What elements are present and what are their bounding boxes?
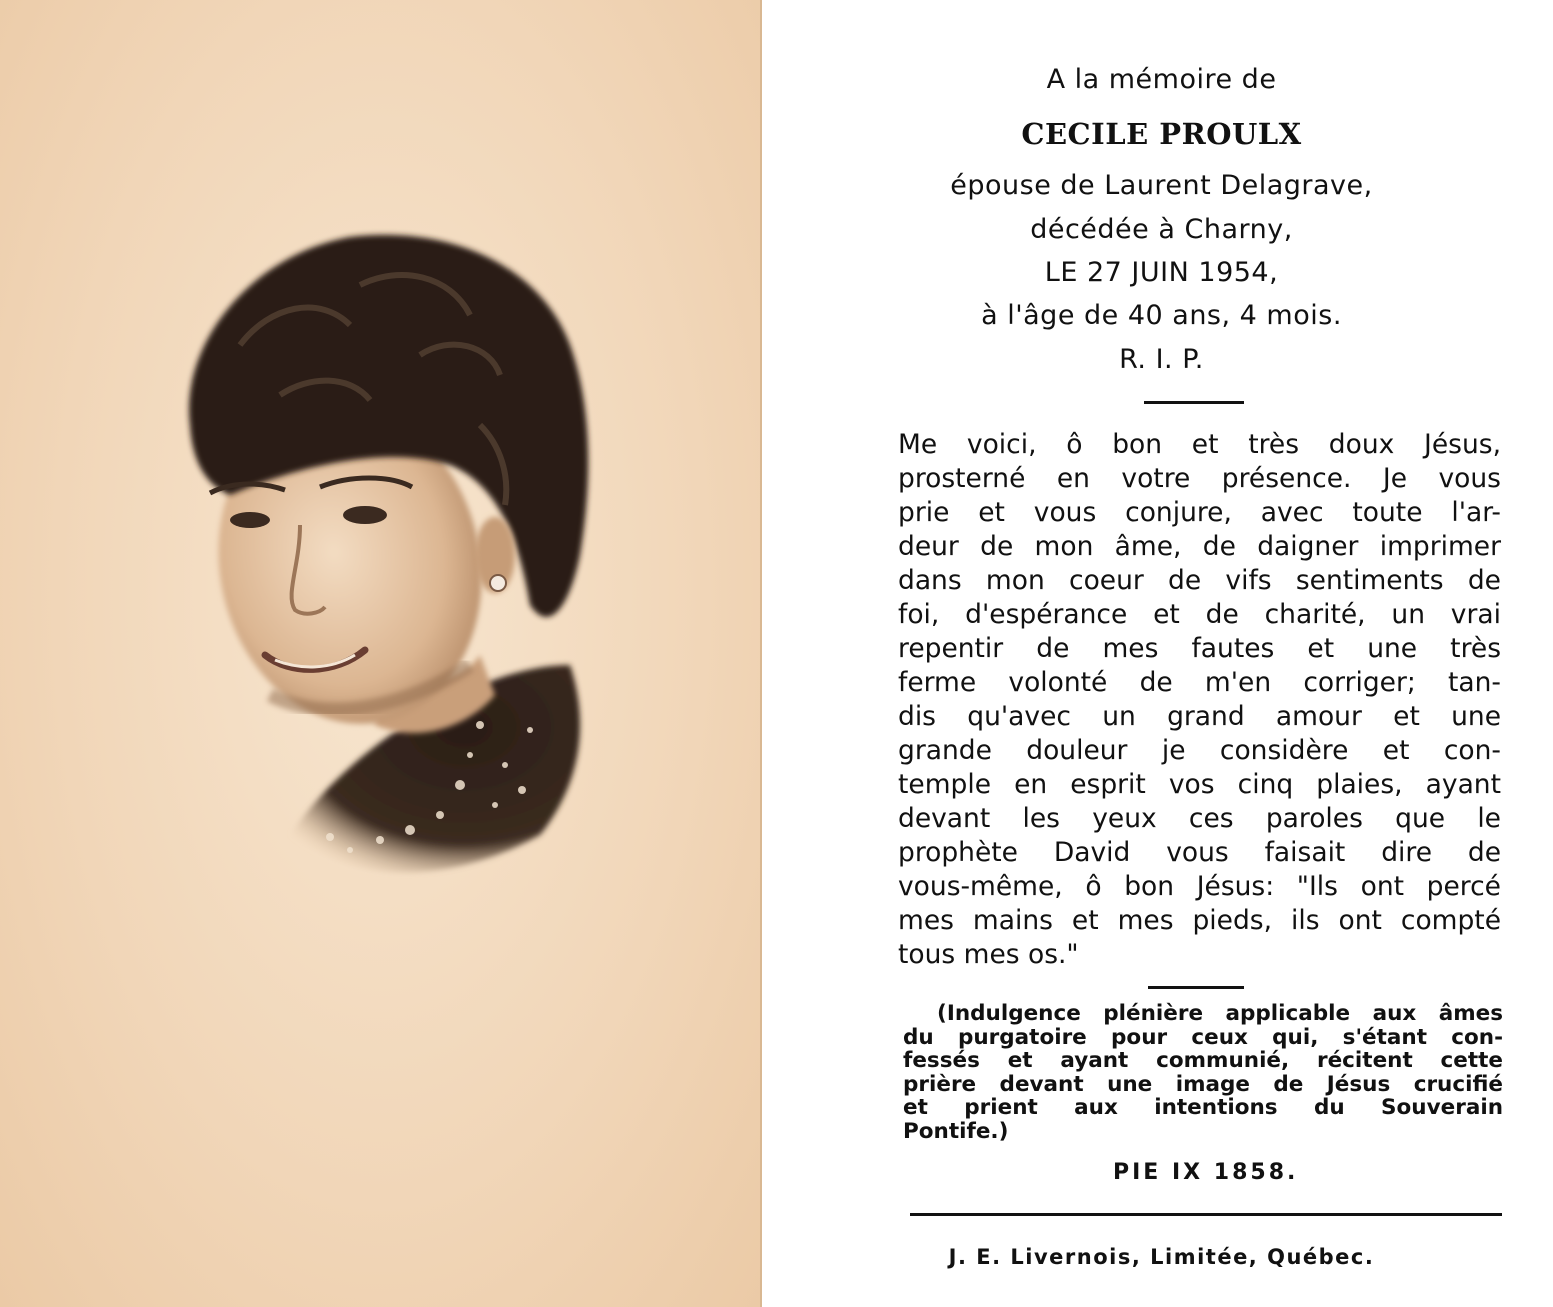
indulgence-line: prière devant une image de Jésus crucifié xyxy=(903,1071,1503,1097)
age-line: à l'âge de 40 ans, 4 mois. xyxy=(981,300,1342,331)
divider-short-2 xyxy=(1148,986,1244,989)
indulgence-line: du purgatoire pour ceux qui, s'étant con- xyxy=(903,1024,1503,1050)
spouse-line: épouse de Laurent Delagrave, xyxy=(950,170,1373,201)
portrait-card xyxy=(0,0,762,1307)
prayer-line: prie et vous conjure, avec toute l'ar- xyxy=(898,497,1501,528)
prayer-line: foi, d'espérance et de charité, un vrai xyxy=(898,599,1501,630)
prayer-line: repentir de mes fautes et une très xyxy=(898,633,1501,664)
divider-short xyxy=(1144,401,1244,404)
prayer-line: mes mains et mes pieds, ils ont compté xyxy=(898,905,1501,936)
prayer-line: prophète David vous faisait dire de xyxy=(898,837,1501,868)
rip-line: R. I. P. xyxy=(1119,344,1204,375)
prayer-line: ferme volonté de m'en corriger; tan- xyxy=(898,667,1501,698)
indulgence-line: (Indulgence plénière applicable aux âmes xyxy=(937,1001,1503,1026)
prayer-line: Me voici, ô bon et très doux Jésus, xyxy=(898,429,1501,460)
divider-long xyxy=(910,1213,1502,1216)
prayer-line: prosterné en votre présence. Je vous xyxy=(898,463,1501,494)
indulgence-source: PIE IX 1858. xyxy=(1113,1160,1299,1185)
prayer-line: deur de mon âme, de daigner imprimer xyxy=(898,531,1501,562)
prayer-line: tous mes os." xyxy=(898,939,1079,970)
indulgence-line: Pontife.) xyxy=(903,1118,1009,1144)
death-place-line: décédée à Charny, xyxy=(1030,214,1293,245)
prayer-line: temple en esprit vos cinq plaies, ayant xyxy=(898,769,1501,800)
indulgence-line: et prient aux intentions du Souverain xyxy=(903,1095,1503,1120)
card-edge xyxy=(760,0,762,1307)
prayer-line: dis qu'avec un grand amour et une xyxy=(898,701,1501,732)
memorial-heading: A la mémoire de xyxy=(1046,64,1277,95)
indulgence-line: fessés et ayant communié, récitent cette xyxy=(903,1048,1503,1073)
memorial-text-card xyxy=(770,0,1553,1307)
death-date-line: LE 27 JUIN 1954, xyxy=(1044,257,1279,288)
prayer-line: vous-même, ô bon Jésus: "Ils ont percé xyxy=(898,871,1501,902)
deceased-name: CECILE PROULX xyxy=(1021,117,1302,151)
indulgence-note xyxy=(903,1002,1503,1143)
prayer-line: grande douleur je considère et con- xyxy=(898,735,1501,766)
printer-credit: J. E. Livernois, Limitée, Québec. xyxy=(948,1245,1375,1269)
portrait-photo xyxy=(150,225,610,905)
prayer-line: dans mon coeur de vifs sentiments de xyxy=(898,565,1501,596)
prayer-line: devant les yeux ces paroles que le xyxy=(898,803,1501,834)
prayer-text xyxy=(898,428,1501,972)
